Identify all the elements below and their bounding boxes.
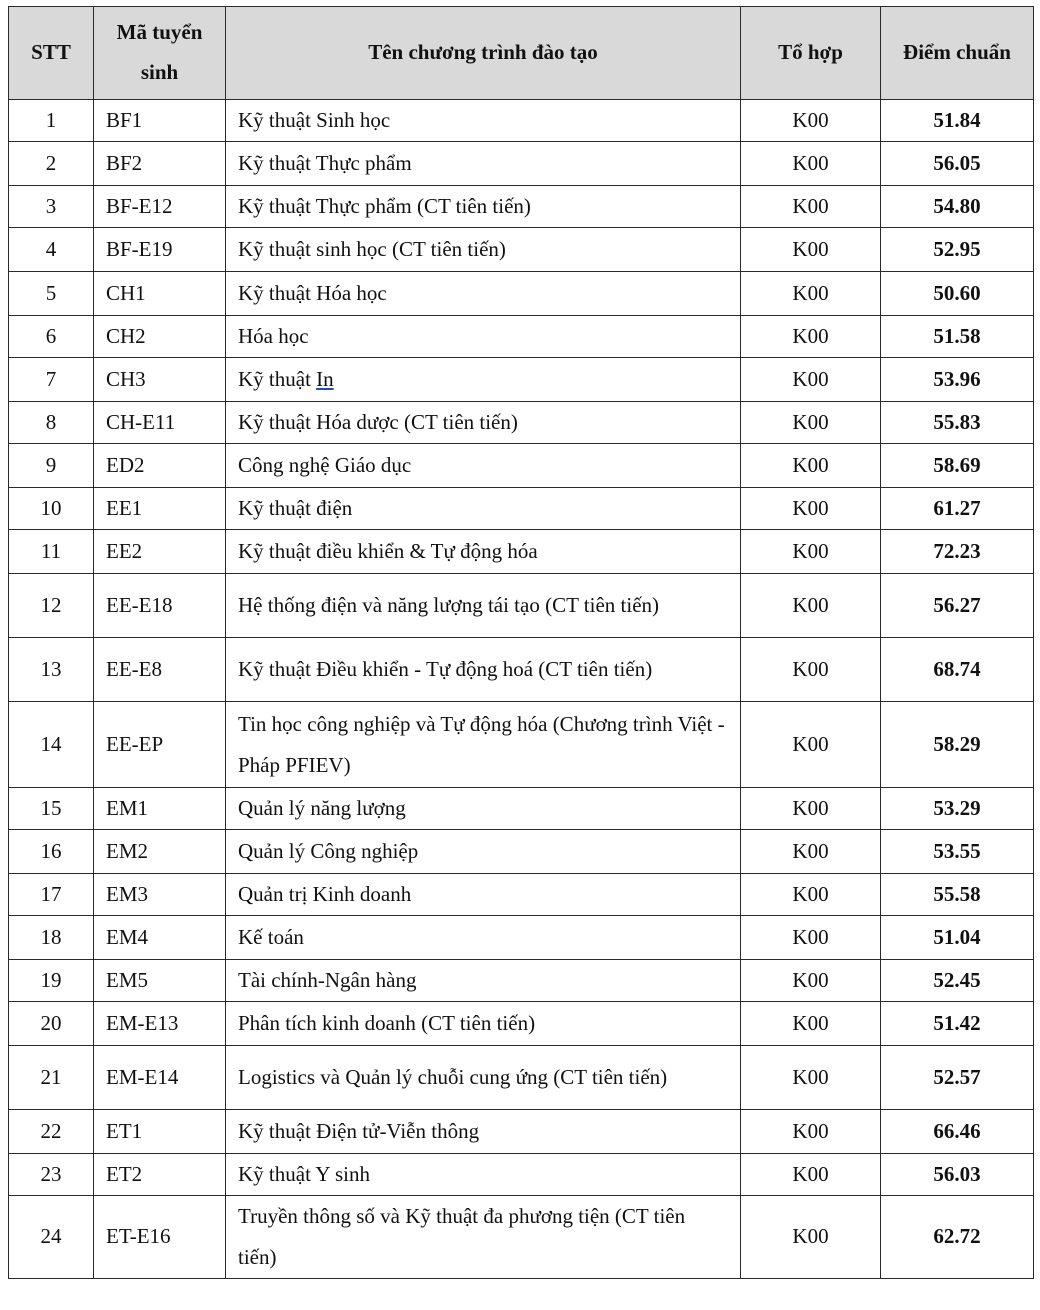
row-score: 61.27 [881,488,1034,530]
row-code: CH1 [94,272,226,316]
row-stt: 18 [9,916,94,960]
row-combination: K00 [741,1002,881,1046]
row-score: 52.45 [881,960,1034,1002]
row-stt: 15 [9,788,94,830]
row-code: ED2 [94,444,226,488]
row-score: 68.74 [881,638,1034,702]
header-stt: STT [9,7,94,100]
table-row [9,272,1034,316]
table-row [9,960,1034,1002]
row-combination: K00 [741,830,881,874]
table-row [9,788,1034,830]
row-code: EM-E14 [94,1046,226,1110]
table-row [9,702,1034,788]
row-combination: K00 [741,186,881,228]
row-code: CH3 [94,358,226,402]
row-code: BF1 [94,100,226,142]
table-row [9,100,1034,142]
row-stt: 21 [9,1046,94,1110]
row-combination: K00 [741,788,881,830]
row-combination: K00 [741,100,881,142]
row-score: 56.03 [881,1154,1034,1196]
row-code: EM4 [94,916,226,960]
row-score: 62.72 [881,1196,1034,1279]
table-row [9,874,1034,916]
table-row [9,916,1034,960]
row-score: 51.84 [881,100,1034,142]
row-score: 51.04 [881,916,1034,960]
row-score: 52.95 [881,228,1034,272]
row-score: 50.60 [881,272,1034,316]
row-stt: 16 [9,830,94,874]
row-combination: K00 [741,702,881,788]
table-row [9,638,1034,702]
row-stt: 1 [9,100,94,142]
row-combination: K00 [741,874,881,916]
row-combination: K00 [741,488,881,530]
table-row [9,444,1034,488]
row-score: 51.58 [881,316,1034,358]
row-program-name: Công nghệ Giáo dục [226,444,741,488]
row-score: 52.57 [881,1046,1034,1110]
row-stt: 17 [9,874,94,916]
table-row [9,142,1034,186]
row-combination: K00 [741,1196,881,1279]
row-code: ET1 [94,1110,226,1154]
table-row [9,1046,1034,1110]
row-code: EM5 [94,960,226,1002]
row-stt: 13 [9,638,94,702]
row-stt: 4 [9,228,94,272]
row-program-name: Kỹ thuật Hóa học [226,272,741,316]
row-program-name: Kỹ thuật điện [226,488,741,530]
row-code: EE-EP [94,702,226,788]
row-program-name: Kỹ thuật điều khiển & Tự động hóa [226,530,741,574]
row-stt: 9 [9,444,94,488]
table-row [9,488,1034,530]
row-score: 58.29 [881,702,1034,788]
row-stt: 20 [9,1002,94,1046]
row-program-name: Kỹ thuật Thực phẩm [226,142,741,186]
row-score: 72.23 [881,530,1034,574]
table-row [9,358,1034,402]
row-code: ET2 [94,1154,226,1196]
row-program-name: Tài chính-Ngân hàng [226,960,741,1002]
row-combination: K00 [741,1110,881,1154]
row-program-name: Truyền thông số và Kỹ thuật đa phương tiện (CT tiên tiến) [226,1196,741,1279]
row-stt: 24 [9,1196,94,1279]
table-row [9,1110,1034,1154]
admission-score-table [8,6,1034,1279]
row-combination: K00 [741,574,881,638]
table-row [9,316,1034,358]
row-stt: 19 [9,960,94,1002]
row-score: 56.05 [881,142,1034,186]
table-body [9,100,1034,1279]
table-row [9,402,1034,444]
row-stt: 3 [9,186,94,228]
row-score: 55.83 [881,402,1034,444]
row-program-name: Kỹ thuật Điều khiển - Tự động hoá (CT tiên tiến) [226,638,741,702]
row-program-name: Kỹ thuật Sinh học [226,100,741,142]
row-score: 54.80 [881,186,1034,228]
table-row [9,1002,1034,1046]
row-program-name: Kỹ thuật Thực phẩm (CT tiên tiến) [226,186,741,228]
row-code: EE1 [94,488,226,530]
row-code: EE-E18 [94,574,226,638]
row-score: 53.55 [881,830,1034,874]
row-combination: K00 [741,1154,881,1196]
row-program-name: Kỹ thuật Hóa dược (CT tiên tiến) [226,402,741,444]
row-score: 53.29 [881,788,1034,830]
row-program-name: Kỹ thuật In [226,358,741,402]
row-program-name: Hóa học [226,316,741,358]
row-code: EE2 [94,530,226,574]
row-code: EM3 [94,874,226,916]
table-row [9,830,1034,874]
row-score: 51.42 [881,1002,1034,1046]
row-score: 66.46 [881,1110,1034,1154]
row-code: EE-E8 [94,638,226,702]
row-combination: K00 [741,228,881,272]
row-stt: 22 [9,1110,94,1154]
row-combination: K00 [741,272,881,316]
row-code: ET-E16 [94,1196,226,1279]
row-combination: K00 [741,1046,881,1110]
row-program-name: Kỹ thuật sinh học (CT tiên tiến) [226,228,741,272]
table-row [9,530,1034,574]
row-code: EM-E13 [94,1002,226,1046]
row-combination: K00 [741,530,881,574]
row-program-name: Logistics và Quản lý chuỗi cung ứng (CT tiên tiến) [226,1046,741,1110]
row-stt: 14 [9,702,94,788]
row-stt: 6 [9,316,94,358]
row-stt: 8 [9,402,94,444]
table-row [9,1154,1034,1196]
table-row [9,186,1034,228]
header-program-name: Tên chương trình đào tạo [226,7,741,100]
row-score: 58.69 [881,444,1034,488]
row-score: 55.58 [881,874,1034,916]
row-combination: K00 [741,444,881,488]
row-stt: 7 [9,358,94,402]
row-combination: K00 [741,638,881,702]
row-combination: K00 [741,316,881,358]
row-code: EM1 [94,788,226,830]
row-program-name: Phân tích kinh doanh (CT tiên tiến) [226,1002,741,1046]
row-code: BF-E19 [94,228,226,272]
row-stt: 23 [9,1154,94,1196]
table-row [9,228,1034,272]
row-program-name: Quản lý Công nghiệp [226,830,741,874]
row-code: CH-E11 [94,402,226,444]
row-program-name: Kế toán [226,916,741,960]
row-combination: K00 [741,358,881,402]
table-row [9,574,1034,638]
header-combination: Tổ hợp [741,7,881,100]
header-code: Mã tuyển sinh [94,7,226,100]
row-program-name: Hệ thống điện và năng lượng tái tạo (CT tiên tiến) [226,574,741,638]
row-code: BF2 [94,142,226,186]
row-stt: 12 [9,574,94,638]
table-header-row [9,7,1034,100]
header-score: Điểm chuẩn [881,7,1034,100]
row-stt: 11 [9,530,94,574]
row-code: BF-E12 [94,186,226,228]
row-stt: 5 [9,272,94,316]
row-stt: 10 [9,488,94,530]
row-program-name: Tin học công nghiệp và Tự động hóa (Chương trình Việt - Pháp PFIEV) [226,702,741,788]
row-combination: K00 [741,142,881,186]
row-score: 56.27 [881,574,1034,638]
row-program-name: Quản trị Kinh doanh [226,874,741,916]
row-program-name: Kỹ thuật Điện tử-Viễn thông [226,1110,741,1154]
row-combination: K00 [741,916,881,960]
table-row [9,1196,1034,1279]
row-code: CH2 [94,316,226,358]
row-combination: K00 [741,960,881,1002]
row-combination: K00 [741,402,881,444]
row-program-name: Quản lý năng lượng [226,788,741,830]
row-program-name: Kỹ thuật Y sinh [226,1154,741,1196]
row-code: EM2 [94,830,226,874]
row-score: 53.96 [881,358,1034,402]
row-stt: 2 [9,142,94,186]
